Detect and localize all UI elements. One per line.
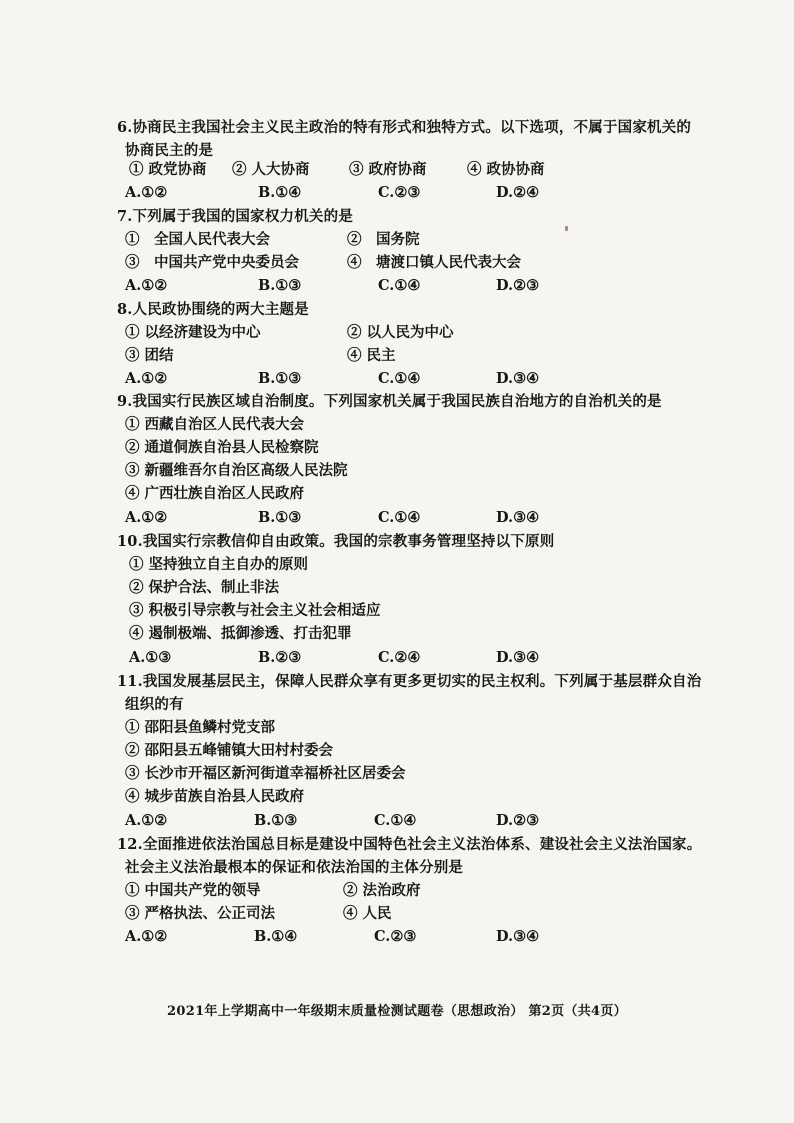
answer-choice-a: A.①② xyxy=(125,509,168,526)
answer-choice-d: D.②④ xyxy=(496,184,540,201)
answer-choice-c: C.①④ xyxy=(378,277,421,294)
option-item: ① 政党协商 xyxy=(129,161,207,178)
question-stem: 6.协商民主我国社会主义民主政治的特有形式和独特方式。以下选项，不属于国家机关的 xyxy=(117,119,692,136)
option-item: ④ 城步苗族自治县人民政府 xyxy=(125,788,305,805)
answer-choice-a: A.①② xyxy=(125,370,168,387)
option-item: ② 通道侗族自治县人民检察院 xyxy=(125,439,319,456)
answer-choice-d: D.③④ xyxy=(496,509,540,526)
answer-choice-c: C.②④ xyxy=(378,649,421,666)
answer-choice-d: D.③④ xyxy=(496,649,540,666)
question-stem: 9.我国实行民族区域自治制度。下列国家机关属于我国民族自治地方的自治机关的是 xyxy=(117,393,662,410)
answer-choice-d: D.②③ xyxy=(496,812,540,829)
answer-choice-a: A.①③ xyxy=(129,649,172,666)
option-item: ① 中国共产党的领导 xyxy=(125,882,261,899)
question-stem: 10.我国实行宗教信仰自由政策。我国的宗教事务管理坚持以下原则 xyxy=(117,533,555,550)
page-footer: 2021年上学期高中一年级期末质量检测试题卷（思想政治） 第2页（共4页） xyxy=(167,1004,627,1019)
option-item: ④ 遏制极端、抵御渗透、打击犯罪 xyxy=(129,625,352,642)
option-item: ② 法治政府 xyxy=(343,882,421,899)
option-item: ③ 新疆维吾尔自治区高级人民法院 xyxy=(125,462,348,479)
answer-choice-d: D.③④ xyxy=(496,370,540,387)
option-item: ② 邵阳县五峰铺镇大田村村委会 xyxy=(125,742,334,759)
question-stem: 12.全面推进依法治国总目标是建设中国特色社会主义法治体系、建设社会主义法治国家。 xyxy=(117,836,702,853)
question-stem: 7.下列属于我国的国家权力机关的是 xyxy=(117,208,354,225)
answer-choice-c: C.①④ xyxy=(374,812,417,829)
option-item: ② 保护合法、制止非法 xyxy=(129,579,280,596)
answer-choice-b: B.①④ xyxy=(254,928,298,945)
question-stem: 8.人民政协围绕的两大主题是 xyxy=(117,301,309,318)
answer-choice-c: C.②③ xyxy=(378,184,421,201)
answer-choice-c: C.②③ xyxy=(374,928,417,945)
answer-choice-a: A.①② xyxy=(125,184,168,201)
question-stem: 协商民主的是 xyxy=(125,142,214,159)
option-item: ② 人大协商 xyxy=(232,161,310,178)
answer-choice-d: D.③④ xyxy=(496,928,540,945)
option-item: ① 西藏自治区人民代表大会 xyxy=(125,416,305,433)
option-item: ③ 政府协商 xyxy=(349,161,427,178)
option-item: ④ 广西壮族自治区人民政府 xyxy=(125,485,305,502)
answer-choice-b: B.①③ xyxy=(258,277,302,294)
question-stem: 11.我国发展基层民主，保障人民群众享有更多更切实的民主权利。下列属于基层群众自治 xyxy=(117,673,702,690)
option-item: ④ 民主 xyxy=(347,347,396,364)
option-item: ① 以经济建设为中心 xyxy=(125,324,261,341)
option-item: ② 国务院 xyxy=(347,231,420,248)
answer-choice-b: B.②③ xyxy=(258,649,302,666)
answer-choice-d: D.②③ xyxy=(496,277,540,294)
answer-choice-c: C.①④ xyxy=(378,370,421,387)
option-item: ③ 积极引导宗教与社会主义社会相适应 xyxy=(129,602,381,619)
answer-choice-b: B.①④ xyxy=(258,184,302,201)
option-item: ④ 政协协商 xyxy=(467,161,545,178)
answer-choice-a: A.①② xyxy=(125,928,168,945)
question-stem: 组织的有 xyxy=(125,696,184,713)
option-item: ① 邵阳县鱼鳞村党支部 xyxy=(125,719,276,736)
option-item: ① 坚持独立自主自办的原则 xyxy=(129,556,309,573)
answer-choice-b: B.①③ xyxy=(258,509,302,526)
option-item: ④ 塘渡口镇人民代表大会 xyxy=(347,254,521,271)
option-item: ③ 长沙市开福区新河街道幸福桥社区居委会 xyxy=(125,765,406,782)
answer-choice-b: B.①③ xyxy=(254,812,298,829)
option-item: ① 全国人民代表大会 xyxy=(125,231,270,248)
option-item: ② 以人民为中心 xyxy=(347,324,454,341)
question-stem: 社会主义法治最根本的保证和依法治国的主体分别是 xyxy=(125,859,464,876)
answer-choice-a: A.①② xyxy=(125,277,168,294)
option-item: ③ 中国共产党中央委员会 xyxy=(125,254,299,271)
option-item: ④ 人民 xyxy=(343,905,392,922)
answer-choice-c: C.①④ xyxy=(378,509,421,526)
option-item: ③ 团结 xyxy=(125,347,174,364)
answer-choice-b: B.①③ xyxy=(258,370,302,387)
option-item: ③ 严格执法、公正司法 xyxy=(125,905,276,922)
answer-choice-a: A.①② xyxy=(125,812,168,829)
scan-speck xyxy=(565,226,568,231)
